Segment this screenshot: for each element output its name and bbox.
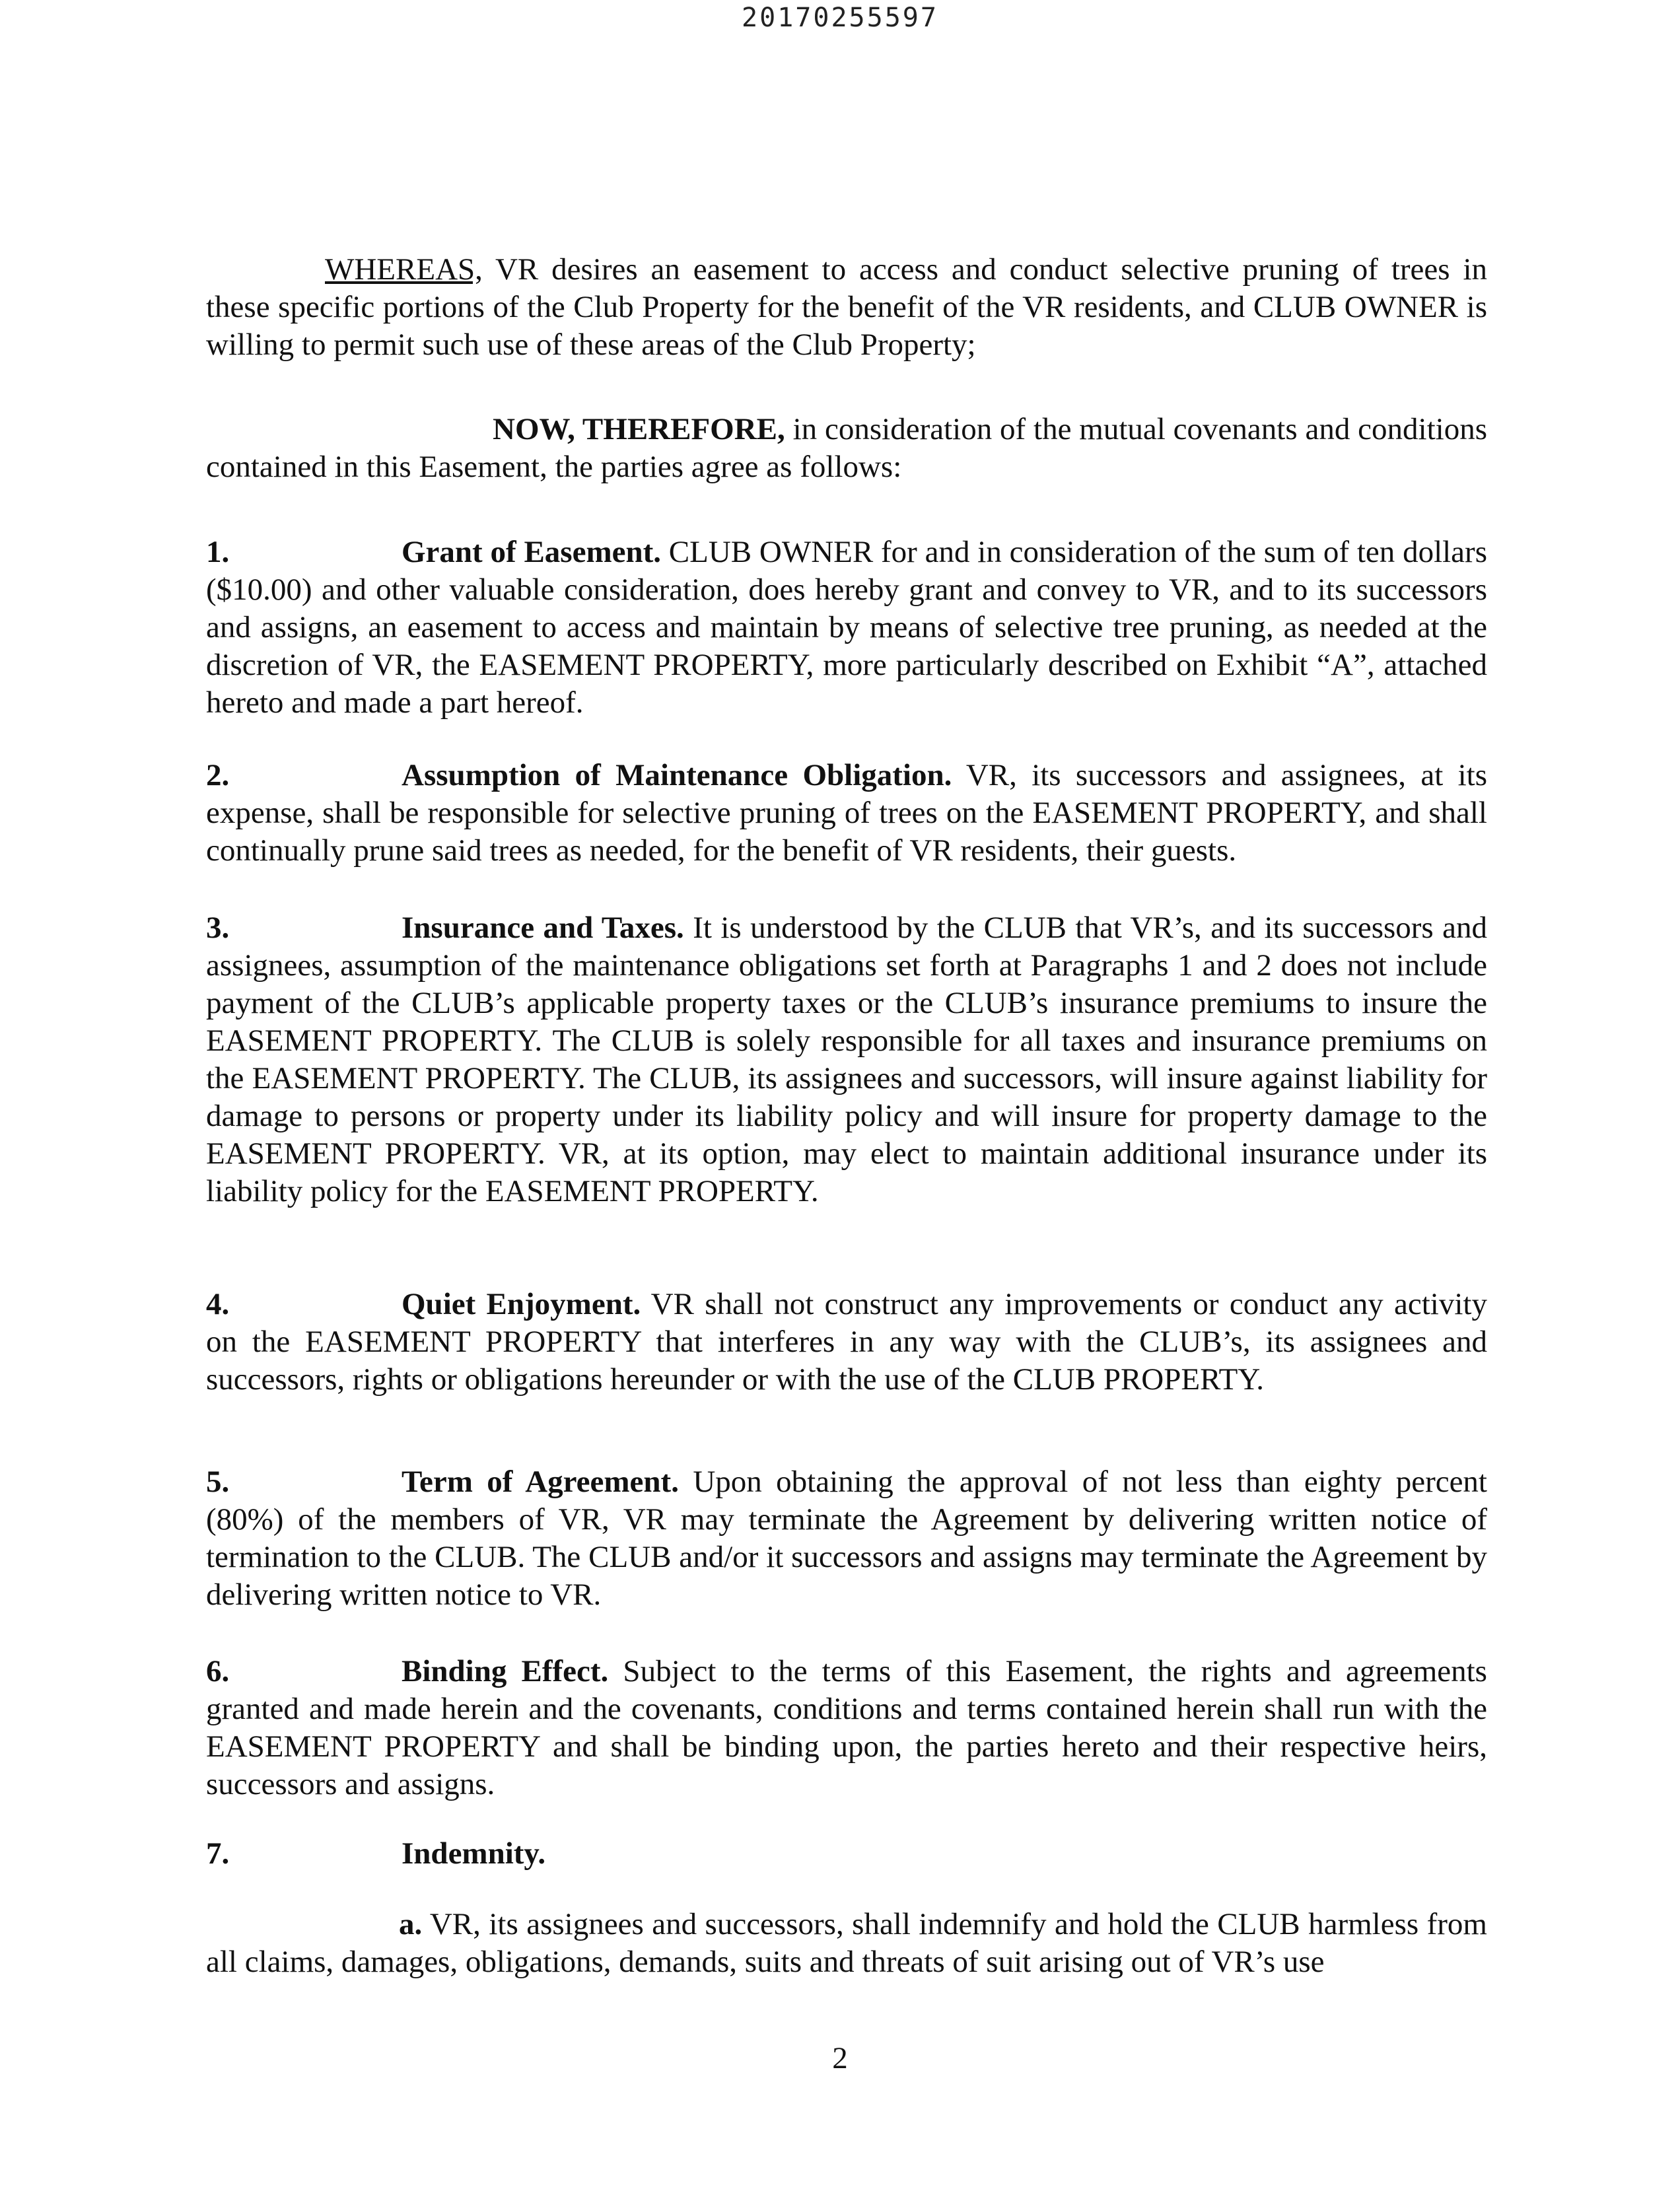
now-therefore-paragraph [206, 411, 1487, 486]
section-heading: Quiet Enjoyment. [402, 1287, 641, 1321]
now-therefore-text: in consideration of the mutual covenants and conditions contained in this Easement, the parties agree as follows: [206, 412, 1487, 484]
section-6 [206, 1653, 1487, 1803]
section-heading: Term of Agreement. [402, 1465, 679, 1499]
section-heading: Insurance and Taxes. [402, 911, 684, 945]
section-number: 2. [206, 758, 230, 792]
whereas-text: VR desires an easement to access and conduct selective pruning of trees in these specific portions of the Club Property for the benefit of the VR residents, and CLUB OWNER is willing to permit such use of these areas of the Club Property; [206, 252, 1487, 362]
subsection-a [206, 1906, 1487, 1981]
section-2 [206, 757, 1487, 870]
subsection-lead: a. [399, 1907, 423, 1941]
section-text: Upon obtaining the approval of not less than eighty percent (80%) of the members of VR, VR may terminate the Agreement by delivering written notice of termination to the CLUB. The CLUB and/or it successors and assigns may terminate the Agreement by delivering written notice to VR. [206, 1465, 1487, 1612]
section-heading: Indemnity. [402, 1836, 546, 1871]
section-heading: Binding Effect. [402, 1654, 609, 1688]
now-therefore-lead: NOW, THEREFORE, [493, 412, 785, 446]
section-number: 7. [206, 1836, 230, 1871]
section-number: 5. [206, 1465, 230, 1499]
subsection-text: VR, its assignees and successors, shall indemnify and hold the CLUB harmless from all claims, damages, obligations, demands, suits and threats of suit arising out of VR’s use [206, 1907, 1487, 1979]
section-4 [206, 1286, 1487, 1399]
section-number: 3. [206, 911, 230, 945]
section-heading: Assumption of Maintenance Obligation. [402, 758, 952, 792]
document-number: 20170255597 [742, 3, 938, 33]
section-text: VR, its successors and assignees, at its expense, shall be responsible for selective pruning of trees on the EASEMENT PROPERTY, and shall continually prune said trees as needed, for the benefit of VR residents, their guests. [206, 758, 1487, 868]
section-number: 1. [206, 535, 230, 569]
page-number: 2 [832, 2041, 848, 2075]
section-text: Subject to the terms of this Easement, the rights and agreements granted and made herein and the covenants, conditions and terms contained herein shall run with the EASEMENT PROPERTY and shall be binding upon, the parties hereto and their respective heirs, successors and assigns. [206, 1654, 1487, 1801]
section-3 [206, 909, 1487, 1210]
section-heading: Grant of Easement. [402, 535, 661, 569]
section-7 [206, 1835, 1487, 1873]
section-5 [206, 1463, 1487, 1614]
section-text: CLUB OWNER for and in consideration of the sum of ten dollars ($10.00) and other valuable consideration, does hereby grant and convey to VR, and to its successors and assigns, an easement to access and maintain by means of selective tree pruning, as needed at the discretion of VR, the EASEMENT PROPERTY, more particularly described on Exhibit “A”, attached hereto and made a part hereof. [206, 535, 1487, 720]
section-text: It is understood by the CLUB that VR’s, and its successors and assignees, assumption of the maintenance obligations set forth at Paragraphs 1 and 2 does not include payment of the CLUB’s applicable property taxes or the CLUB’s insurance premiums to insure the EASEMENT PROPERTY. The CLUB is solely responsible for all taxes and insurance premiums on the EASEMENT PROPERTY. The CLUB, its assignees and successors, will insure against liability for damage to persons or property under its liability policy and will insure for property damage to the EASEMENT PROPERTY. VR, at its option, may elect to maintain additional insurance under its liability policy for the EASEMENT PROPERTY. [206, 911, 1487, 1208]
section-text: VR shall not construct any improvements or conduct any activity on the EASEMENT PROPERTY that interferes in any way with the CLUB’s, its assignees and successors, rights or obligations hereunder or with the use of the CLUB PROPERTY. [206, 1287, 1487, 1397]
whereas-paragraph [206, 251, 1487, 364]
section-number: 4. [206, 1287, 230, 1321]
section-number: 6. [206, 1654, 230, 1688]
section-1 [206, 534, 1487, 722]
whereas-lead: WHEREAS, [325, 252, 483, 287]
